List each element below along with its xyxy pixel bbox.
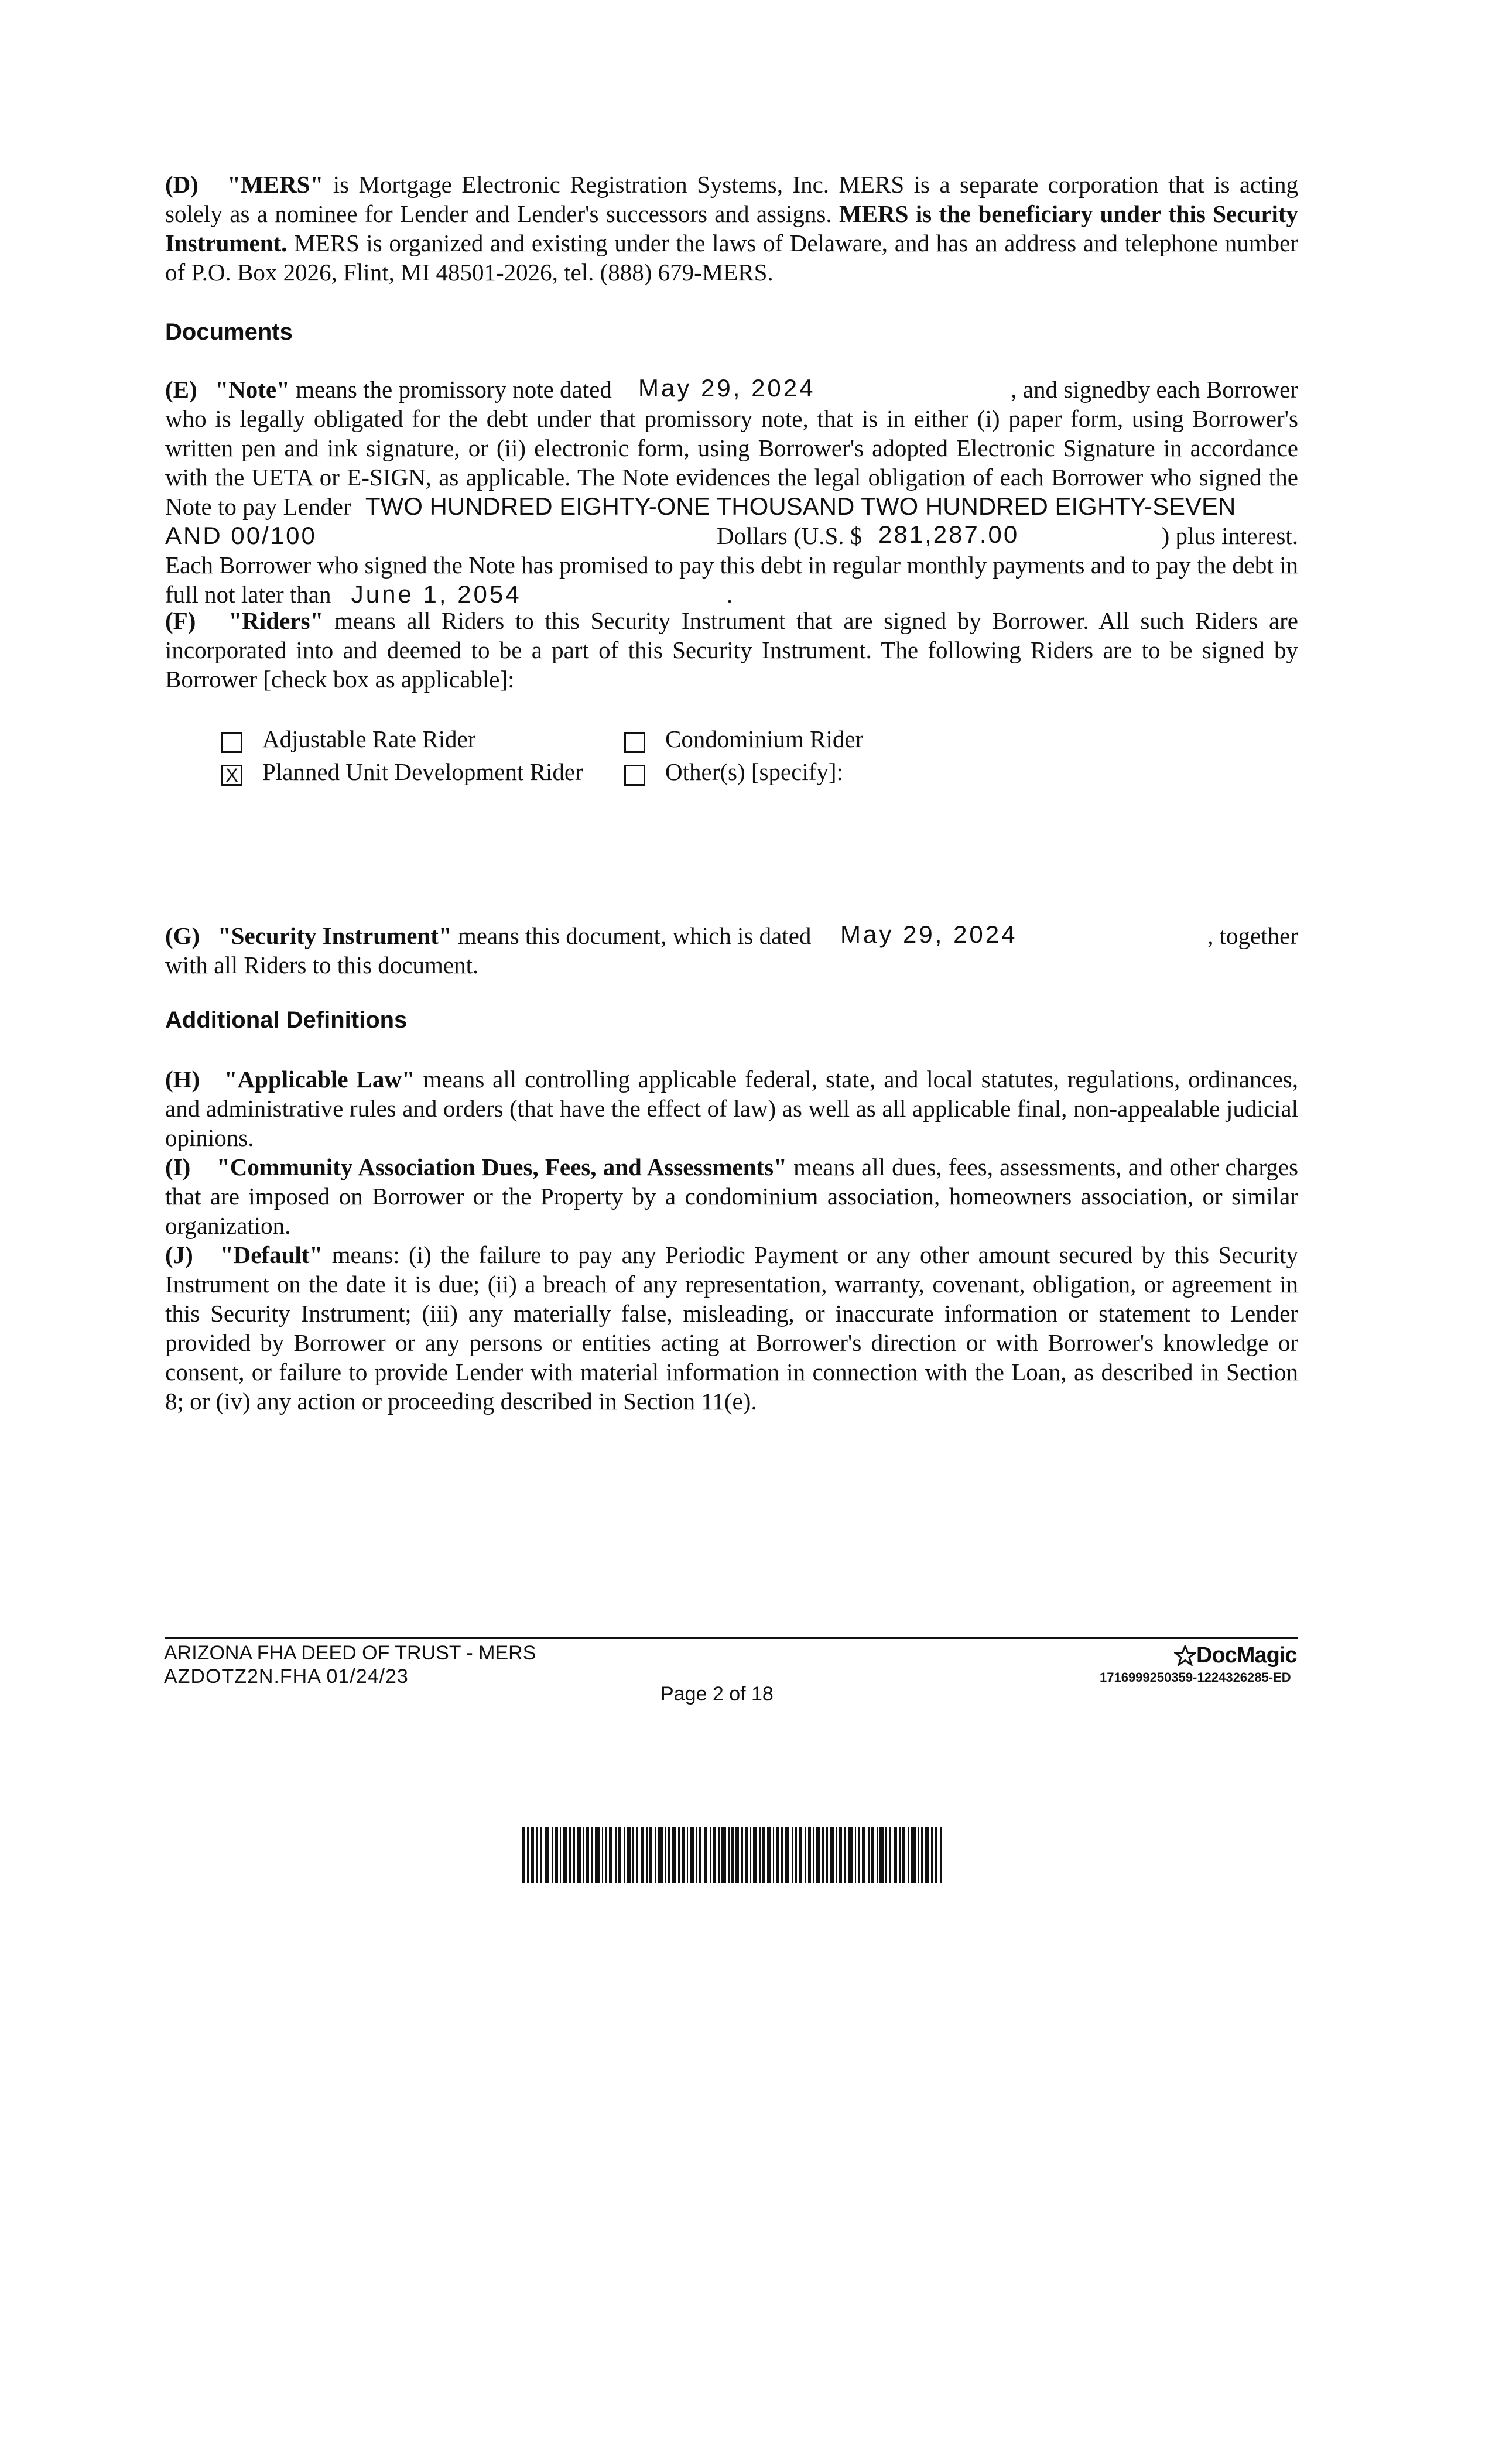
riders-definition: [165, 606, 1298, 694]
condominium-rider-checkbox[interactable]: [624, 732, 645, 753]
footer-form-code: AZDOTZ2N.FHA 01/24/23: [164, 1665, 409, 1688]
note-text-end: Each Borrower who signed the Note has promised to pay this debt in regular monthly payments and to pay the debt in full not later than: [165, 552, 1298, 608]
security-instrument-line-2: with all Riders to this document.: [165, 952, 479, 978]
mers-label: (D): [165, 171, 199, 198]
docmagic-brand: DocMagic: [1196, 1643, 1297, 1668]
mers-term: "MERS": [227, 171, 324, 198]
note-term: "Note": [215, 376, 290, 403]
adjustable-rate-rider-label: Adjustable Rate Rider: [262, 725, 476, 752]
mers-definition: [165, 170, 1298, 287]
default-term: "Default": [220, 1241, 323, 1268]
security-instrument-label: (G): [165, 922, 200, 949]
community-dues-label: (I): [165, 1154, 191, 1180]
other-rider-label: Other(s) [specify]:: [665, 758, 843, 785]
footer-rule: [165, 1637, 1298, 1639]
planned-unit-development-rider-checkbox[interactable]: X: [221, 765, 242, 786]
footer-page-number: Page 2 of 18: [660, 1683, 774, 1705]
security-instrument-term: "Security Instrument": [217, 922, 452, 949]
riders-text: means all Riders to this Security Instrument that are signed by Borrower. All such Riders are incorporated into and deemed to be a part of this Security Instrument. The following Riders are to be signed by Borrower [check box as applicable]:: [165, 607, 1299, 693]
note-lead: means the promissory note dated: [296, 376, 612, 403]
additional-definitions-heading: Additional Definitions: [165, 1007, 408, 1033]
note-amount-words-1: TWO HUNDRED EIGHTY-ONE THOUSAND TWO HUNDRED EIGHTY-SEVEN: [365, 492, 1236, 520]
note-body: [165, 404, 1298, 521]
note-amount-words-2: AND 00/100: [165, 522, 317, 549]
note-label: (E): [165, 376, 197, 403]
mers-text-2: MERS is organized and existing under the laws of Delaware, and has an address and telephone number of P.O. Box 2026, Flint, MI 48501-2026, tel. (888) 679-MERS.: [165, 230, 1299, 286]
footer-document-id: 1716999250359-1224326285-ED: [1100, 1670, 1291, 1685]
footer-form-title: ARIZONA FHA DEED OF TRUST - MERS: [164, 1642, 536, 1664]
security-instrument-lead: means this document, which is dated: [457, 922, 812, 949]
barcode: [521, 1827, 943, 1883]
riders-term: "Riders": [228, 607, 324, 634]
community-dues-text: means all dues, fees, assessments, and other charges that are imposed on Borrower or the Property by a condominium association, homeowners association, or similar organization.: [165, 1154, 1299, 1239]
docmagic-logo: [1174, 1643, 1296, 1666]
default-definition: [165, 1240, 1298, 1416]
security-instrument-after-date: , together: [1207, 922, 1298, 949]
note-period: .: [726, 581, 733, 608]
note-definition: [165, 375, 1298, 609]
riders-label: (F): [165, 607, 196, 634]
documents-heading: Documents: [165, 319, 293, 345]
note-dollars-label: Dollars (U.S. $: [717, 522, 863, 549]
default-label: (J): [165, 1241, 193, 1268]
security-instrument-definition: [165, 921, 1298, 980]
note-date: May 29, 2024: [638, 374, 816, 402]
note-plus-interest: ) plus interest.: [1161, 522, 1298, 549]
default-text: means: (i) the failure to pay any Periodic Payment or any other amount secured by this Security Instrument on the date it is due; (ii) a breach of any representation, warranty, covenant, obligation, or agreement in this Security Instrument; (iii) any materially false, misleading, or inaccurate information or statement to Lender provided by Borrower or any persons or entities acting at Borrower's direction or with Borrower's knowledge or consent, or failure to provide Lender with material information in connection with the Loan, as described in Section 8; or (iv) any action or proceeding described in Section 11(e).: [165, 1241, 1299, 1415]
applicable-law-text: means all controlling applicable federal, state, and local statutes, regulations, ordinances, and administrative rules and orders (that have the effect of law) as well as all applicable final, non-appealable judicial opinions.: [165, 1066, 1298, 1151]
applicable-law-label: (H): [165, 1066, 200, 1093]
applicable-law-term: "Applicable Law": [224, 1066, 415, 1093]
note-amount: 281,287.00: [878, 521, 1019, 548]
mers-beneficiary-statement: MERS is the beneficiary under this Security Instrument.: [165, 200, 1298, 256]
note-after-date: , and signedby each Borrower: [1011, 376, 1298, 403]
mers-text-1: is Mortgage Electronic Registration Systems, Inc. MERS is a separate corporation that is acting solely as a nominee for Lender and Lender's successors and assigns.: [165, 171, 1299, 227]
applicable-law-definition: [165, 1065, 1298, 1152]
note-maturity-date: June 1, 2054: [351, 580, 522, 608]
community-dues-definition: [165, 1152, 1298, 1240]
star-icon: [1174, 1645, 1196, 1666]
other-rider-checkbox[interactable]: [624, 765, 645, 786]
condominium-rider-label: Condominium Rider: [665, 725, 864, 752]
note-text-mid: who is legally obligated for the debt under that promissory note, that is in either (i) paper form, using Borrower's written pen and ink signature, or (ii) electronic form, using Borrower's adopted Electronic Signature in accordance with the UETA or E-SIGN, as applicable. The Note evidences the legal obligation of each Borrower who signed the Note to pay Lender: [165, 405, 1298, 520]
note-end: [165, 550, 1298, 609]
adjustable-rate-rider-checkbox[interactable]: [221, 732, 242, 753]
community-dues-term: "Community Association Dues, Fees, and Assessments": [217, 1154, 787, 1180]
security-instrument-date: May 29, 2024: [840, 920, 1018, 948]
planned-unit-development-rider-label: Planned Unit Development Rider: [262, 758, 583, 785]
